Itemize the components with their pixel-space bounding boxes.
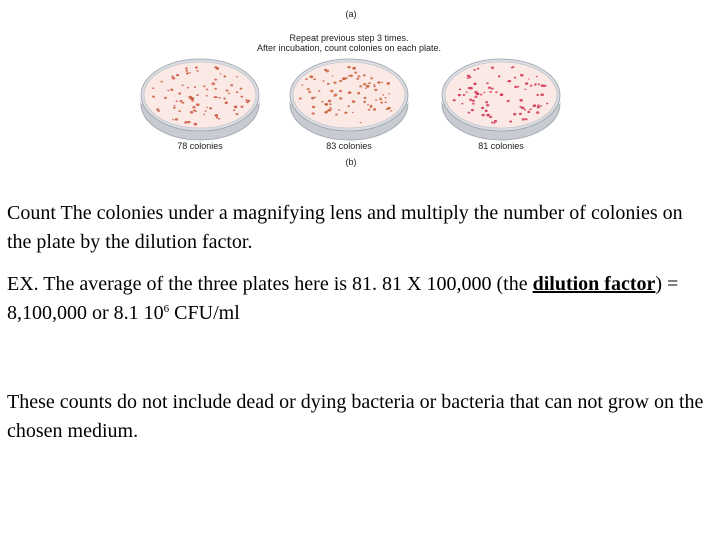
colony [152,87,154,89]
colony [536,94,539,96]
colony [206,107,208,108]
colony [477,68,479,70]
colony [167,90,169,91]
exponent-superscript: 6 [163,303,170,315]
colony [352,67,356,70]
colony [483,92,485,93]
colony [381,82,383,83]
colony [324,103,328,106]
colony [481,107,484,109]
colony [363,101,366,103]
colony [219,97,221,98]
colony [537,106,540,108]
colony [525,82,528,84]
colony [339,90,342,92]
example-text-middle: ) = 8,100,000 or 8.1 10 [7,273,679,324]
colony [171,76,173,78]
colony [365,88,367,89]
colony [172,119,174,120]
example-text-end: CFU/ml [169,302,240,324]
figure-label-a: (a) [345,9,357,19]
colony [187,87,189,89]
colony [514,77,517,79]
colony [368,109,371,111]
colony [364,97,367,99]
colony [546,103,548,105]
colony [187,121,190,123]
colony [524,88,526,90]
colony [473,83,476,85]
colony [324,69,327,71]
colony [236,91,239,93]
colony [382,94,384,95]
colony [380,102,383,104]
colony [494,120,497,122]
colony [189,72,191,73]
colony [357,92,360,94]
colony [519,99,523,102]
colony [370,105,373,107]
colony [220,73,222,74]
colony [228,93,230,95]
colony [495,91,498,93]
colony [493,122,495,124]
colony [468,112,471,114]
colony [485,110,488,112]
colony [373,84,375,85]
colony [536,76,538,77]
colony [164,97,167,99]
colony [170,88,173,91]
colony [540,93,544,96]
colony [528,78,530,79]
colony [377,81,380,83]
colony [473,69,476,71]
colony [485,101,488,103]
colony [205,111,207,112]
petri-dish-2 [290,59,408,140]
colony [513,113,517,116]
colony [322,80,324,82]
colony [384,97,386,99]
colony [379,98,382,100]
colony [538,83,541,85]
colony [489,91,492,93]
colony [511,67,513,69]
colony [203,85,206,87]
colony [240,106,243,108]
colony [461,103,463,105]
colony [193,109,196,111]
agar-surface [293,62,405,128]
plate-1-caption: 78 colonies [177,141,223,151]
colony [236,76,238,77]
colony [312,112,315,115]
colony [527,111,530,113]
colony [535,83,537,84]
colony [191,100,194,102]
colony [486,114,490,117]
colony [356,78,359,80]
colony [385,101,387,103]
colony [194,86,196,88]
colony [491,122,494,124]
colony [223,98,226,100]
colony [370,77,373,79]
colony [178,92,181,94]
figure-instruction-line-2: After incubation, count colonies on each plate. [256,43,442,53]
colony [230,84,233,86]
colony [469,99,472,101]
colony [195,66,198,68]
colony [173,105,175,107]
paragraph-count-instructions: Count The colonies under a magnifying lens and multiply the number of colonies on the plate by the dilution factor. [7,202,683,253]
colony [525,118,528,120]
colony [359,85,362,87]
colony [352,100,356,103]
colony [186,72,189,74]
plate-3-caption: 81 colonies [478,141,524,151]
colony [388,93,390,94]
colony [363,83,367,86]
colony [522,118,525,120]
colony [458,94,461,96]
colony [214,96,216,98]
colony [328,100,332,103]
colony [332,75,334,76]
petri-dish-figure [0,0,720,175]
figure-instruction-line-1: Repeat previous step 3 times. [289,33,409,43]
colony [498,75,501,77]
colony [240,88,243,90]
colony [182,102,185,104]
colony [368,82,371,84]
colony [223,76,226,78]
colony [474,91,477,94]
colony [218,118,220,120]
colony [347,105,350,107]
colony [226,90,229,92]
colony [536,111,540,114]
colony [533,104,536,107]
colony [179,100,182,102]
colony [467,77,469,79]
colony [537,104,539,106]
colony [314,97,316,98]
colony [178,110,180,112]
colony [329,103,331,105]
colony [194,123,198,126]
colony [529,108,531,110]
colony [240,96,243,98]
colony [519,106,521,108]
colony [152,96,155,98]
colony [312,106,315,108]
colony [348,75,350,76]
colony [508,80,511,82]
colony [509,120,512,122]
agar-surface [144,62,256,128]
colony [309,75,313,78]
colony [463,94,466,96]
colony [157,110,160,112]
plate-2-caption: 83 colonies [326,141,372,151]
colony [329,107,331,109]
colony [214,66,217,68]
colony [215,114,218,117]
colony [530,85,533,87]
colony [344,112,347,114]
colony [214,88,217,90]
colony [347,66,350,68]
colony [305,78,308,80]
colony [486,104,489,106]
paragraph-limitations: These counts do not include dead or dying bacteria or bacteria that can not grow on the chosen medium. [7,391,704,442]
colony [514,86,517,88]
colony [500,93,504,96]
colony [339,80,342,82]
colony [181,84,183,86]
colony [313,78,316,80]
colony [335,114,338,116]
colony [172,77,176,80]
colony [233,109,235,111]
colony [206,95,208,97]
colony [471,109,474,111]
colony [330,90,334,93]
colony [374,89,377,91]
colony [474,96,477,98]
colony [543,85,546,87]
colony [470,87,473,90]
colony [489,116,492,118]
colony [350,75,353,77]
colony [480,93,483,95]
colony [192,106,195,108]
colony [299,98,302,100]
figure-label-b: (b) [345,157,357,167]
colony [196,94,199,96]
colony [375,99,377,101]
colony [327,83,330,85]
colony [488,87,491,89]
colony [366,85,370,88]
colony [373,108,376,110]
colony [486,82,489,84]
colony [214,79,217,81]
paragraph-example-calculation [7,270,707,328]
colony [339,97,342,99]
colony [360,122,362,123]
example-text-start: EX. The average of the three plates here is 81. 81 X 100,000 (the [7,273,533,295]
colony [176,100,178,102]
colony [354,71,357,73]
colony [225,102,228,105]
colony [185,70,188,72]
colony [342,77,346,80]
colony [540,105,542,107]
colony [301,84,303,85]
colony [358,75,361,77]
colony [519,113,522,115]
colony [373,85,376,87]
colony [367,104,369,105]
colony [520,74,524,77]
colony [211,82,215,85]
colony [472,103,474,105]
colony [472,100,475,102]
colony [481,114,484,117]
colony [390,110,392,111]
colony [348,91,351,94]
colony [333,82,336,84]
colony [247,100,250,102]
colony [209,107,212,109]
petri-dish-3 [442,59,560,140]
colony [196,70,198,72]
colony [203,114,205,115]
colony [173,107,176,109]
colony [508,100,510,102]
colony [307,88,310,90]
colony [175,118,178,120]
colony [321,101,323,103]
plates-group [141,59,560,140]
colony [386,108,389,110]
colony [196,103,200,106]
colony [245,99,247,101]
colony [216,117,218,119]
colony [311,97,314,100]
colony [387,82,391,85]
colony [333,96,335,97]
colony [326,110,328,111]
colony [176,74,179,76]
colony [453,99,456,101]
colony [459,88,461,90]
dilution-factor-term: dilution factor [532,273,656,295]
colony [160,81,163,83]
colony [308,91,311,93]
colony [190,111,193,114]
colony [491,87,494,89]
colony [236,113,239,115]
colony [184,121,187,124]
colony [318,90,320,92]
colony [188,96,192,99]
colony [352,112,354,113]
colony [338,109,340,111]
colony [234,106,238,109]
colony [363,74,366,76]
colony [466,91,468,92]
petri-dish-1 [141,59,259,140]
colony [491,66,494,69]
colony [467,75,470,78]
colony [206,88,209,90]
colony [185,67,188,69]
colony [524,109,526,111]
